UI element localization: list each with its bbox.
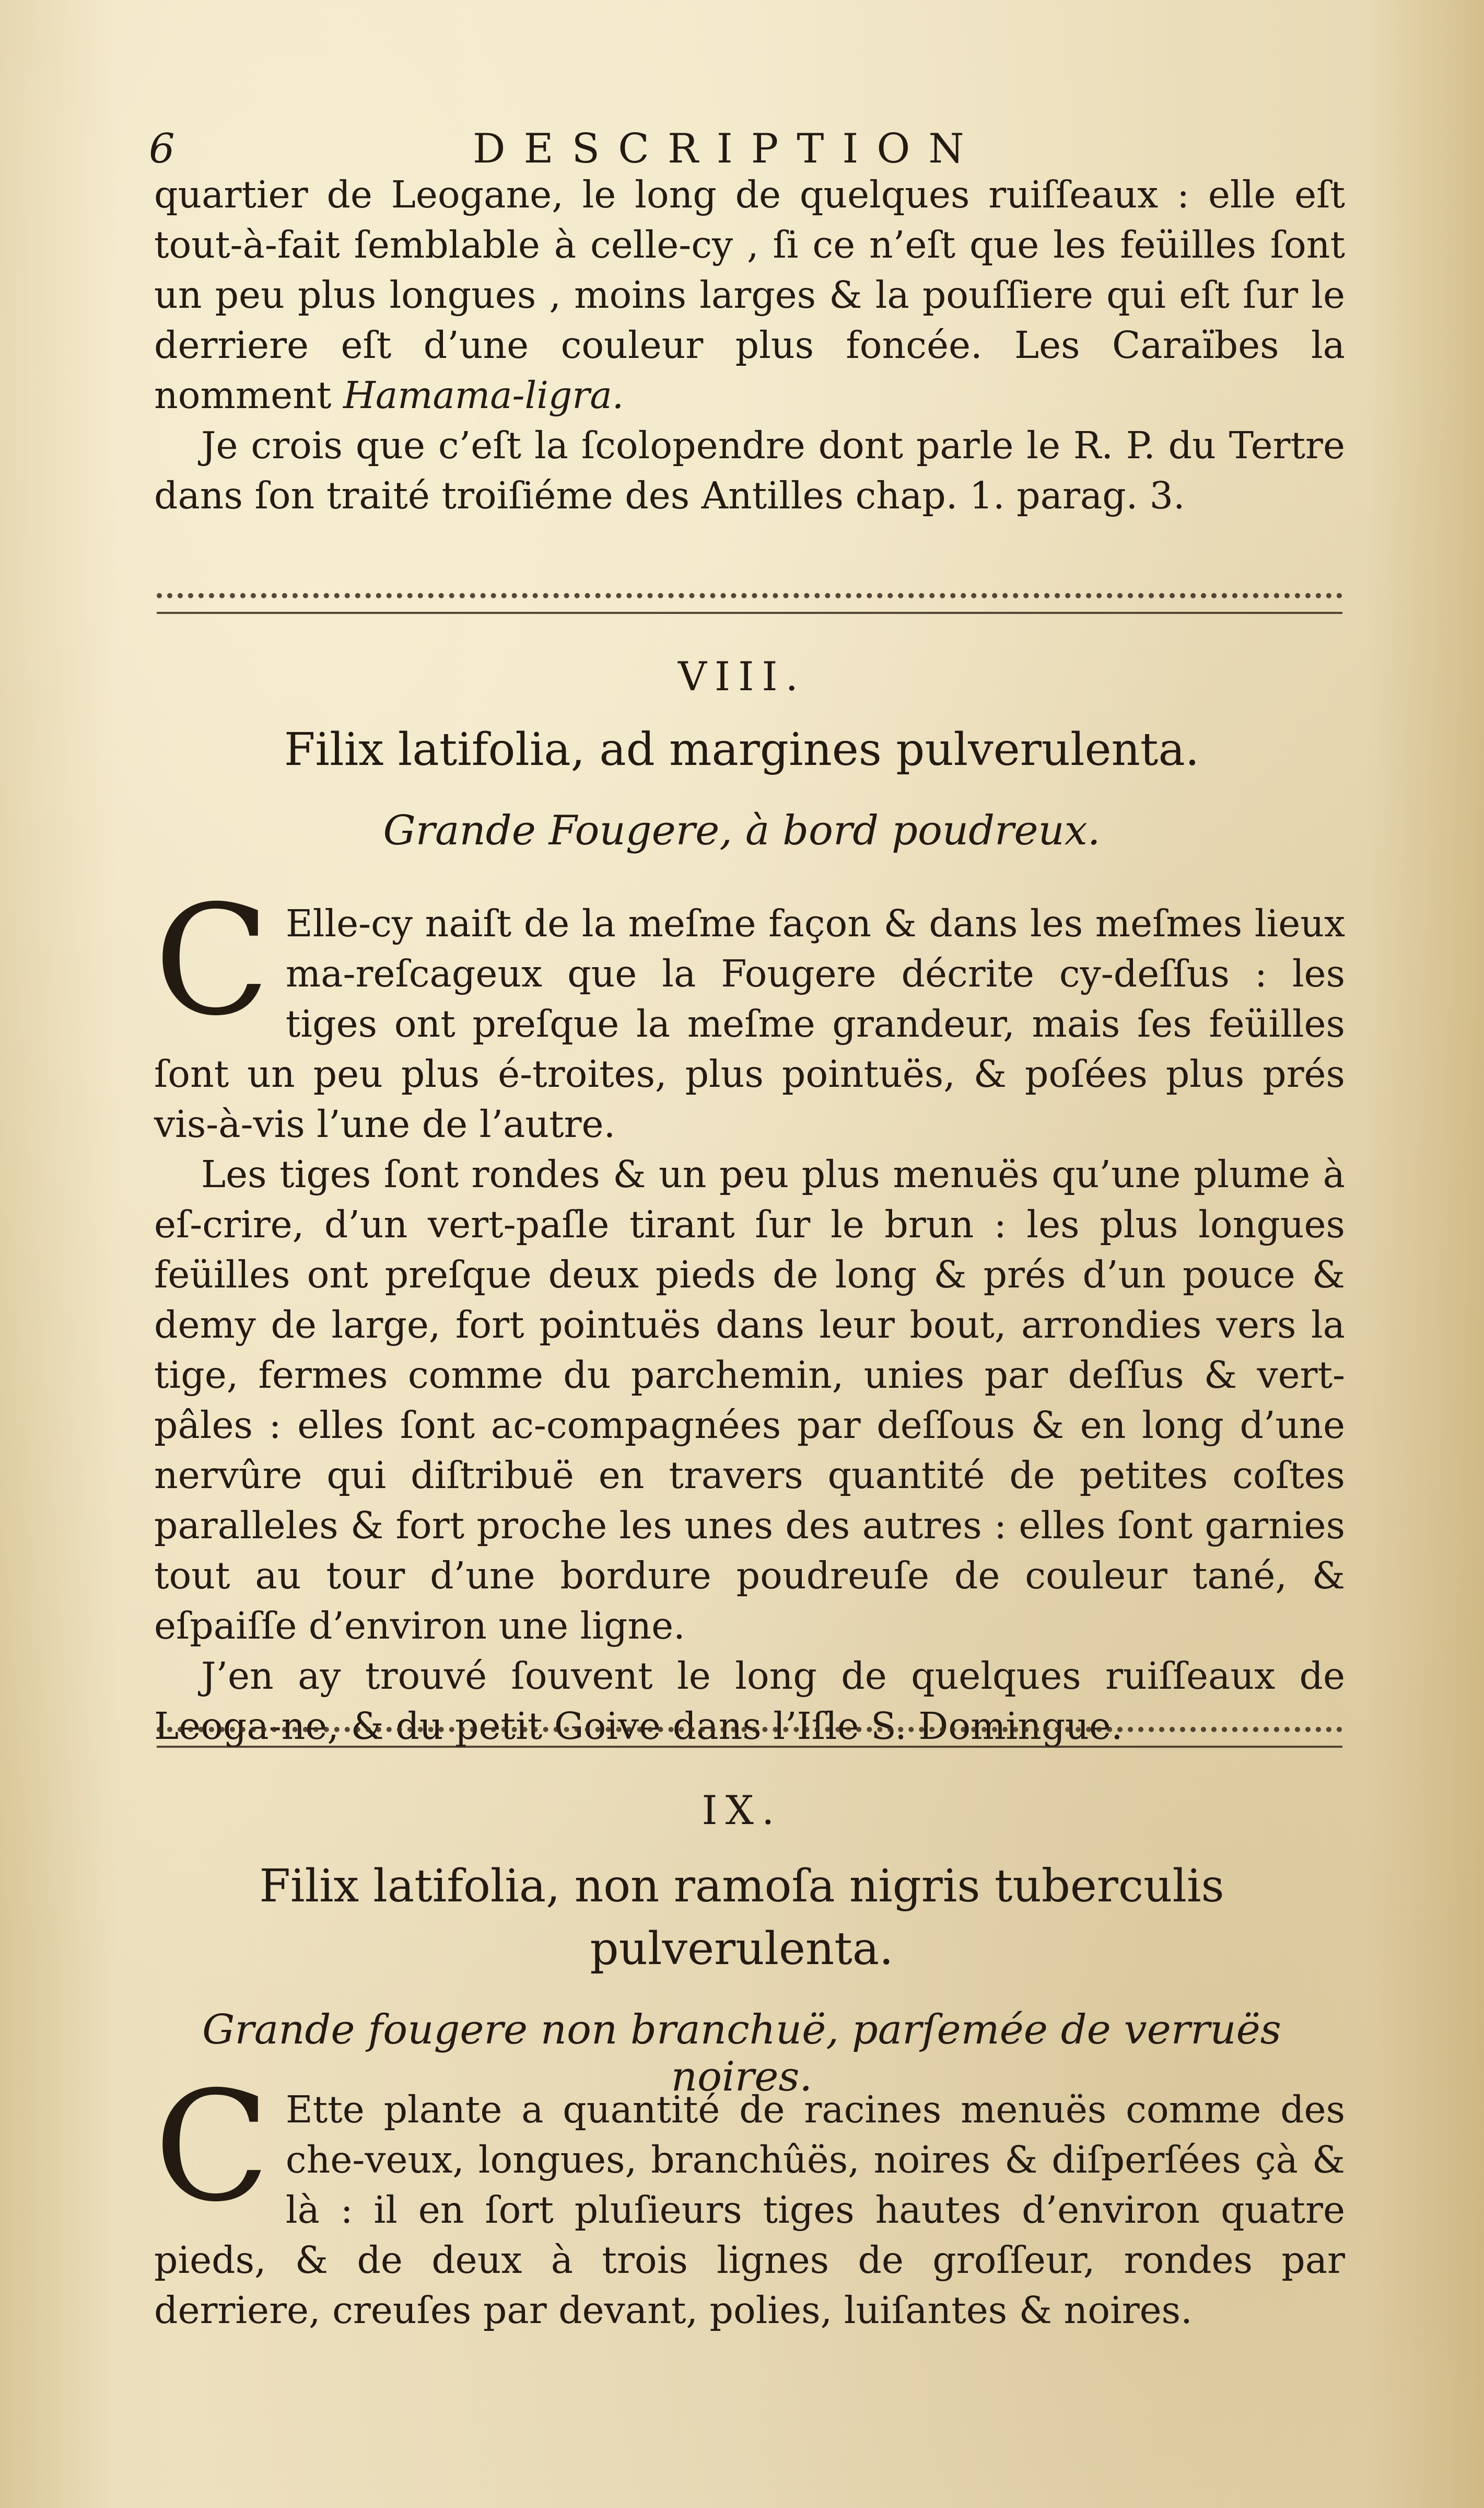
french-title: Grande Fougere, à bord poudreux. [383, 807, 1101, 854]
running-head: DESCRIPTION [473, 125, 983, 172]
continuation-line: quartier de Leogane, le long de quelques ruiſſeaux : elle eſt tout-à-fait ſemblable à celle-cy , ſi ce n’eſt que les feüilles ſont un peu plus longues , moins larges & la pouſſiere qui eſt ſur le derriere eſt d’une couleur plus foncée. Les Caraïbes la nomment [154, 173, 1345, 417]
paragraph: Les tiges ſont rondes & un peu plus menuës qu’une plume à eſ-crire, d’un vert-paſle tirant ſur le brun : les plus longues feüilles ont preſque deux pieds de long & prés d’un pouce & demy de large, fort pointuës dans leur bout, arrondies vers la tige, fermes comme du parchemin, unies par deſſus & vert-pâles : elles ſont ac-compagnées par deſſous & en long d’une nervûre qui diſtribuë en travers quantité de petites coſtes paralleles & fort proche les unes des autres : elles ſont garnies tout au tour d’une bordure poudreuſe de couleur tané, & eſpaiſſe d’environ une ligne. [154, 1153, 1345, 1647]
continuation-note: Je crois que c’eſt la ſcolopendre dont parle le R. P. du Tertre dans ſon traité troiſiéme des Antilles chap. 1. parag. 3. [154, 424, 1345, 517]
paragraph-text: Ette plante a quantité de racines menuës comme des che-veux, longues, branchûës, noires & diſperſées çà & là : il en ſort pluſieurs tiges hautes d’environ quatre pieds, & de deux à trois lignes de groſſeur, rondes par derriere, creuſes par devant, polies, luiſantes & noires. [154, 2088, 1345, 2332]
section-number: IX. [702, 1787, 782, 1833]
page-number: 6 [149, 125, 175, 172]
section-ix-body [154, 2059, 1345, 2336]
section-number: VIII. [677, 653, 807, 700]
paragraph: J’en ay trouvé ſouvent le long de quelques ruiſſeaux de Leoga-ne, & du petit Goive dans l’Iſle S. Domingue. [154, 1654, 1345, 1748]
latin-title: Filix latifolia, non ramoſa nigris tuberculis pulverulenta. [259, 1860, 1224, 1975]
section-viii-body [154, 873, 1345, 1751]
ornamental-rule [157, 1727, 1342, 1748]
continuation-paragraph [154, 170, 1345, 421]
paragraph-text: Elle-cy naiſt de la meſme façon & dans les meſmes lieux ma-reſcageux que la Fougere décrite cy-deſſus : les tiges ont preſque la meſme grandeur, mais ſes feüilles ſont un peu plus é-troites, plus pointuës, & poſées plus prés vis-à-vis l’une de l’autre. [154, 902, 1345, 1146]
french-title: Grande fougere non branchuë, parſemée de verruës noires. [202, 2006, 1281, 2100]
continuation-text [154, 170, 1345, 521]
paragraph [154, 2059, 1345, 2336]
caraibe-name: Hamama-ligra. [343, 374, 624, 417]
ornamental-rule [157, 593, 1342, 614]
latin-title: Filix latifolia, ad margines pulverulenta. [284, 724, 1200, 776]
drop-cap: C [154, 2059, 270, 2235]
drop-cap: C [154, 873, 270, 1049]
paragraph [154, 873, 1345, 1150]
